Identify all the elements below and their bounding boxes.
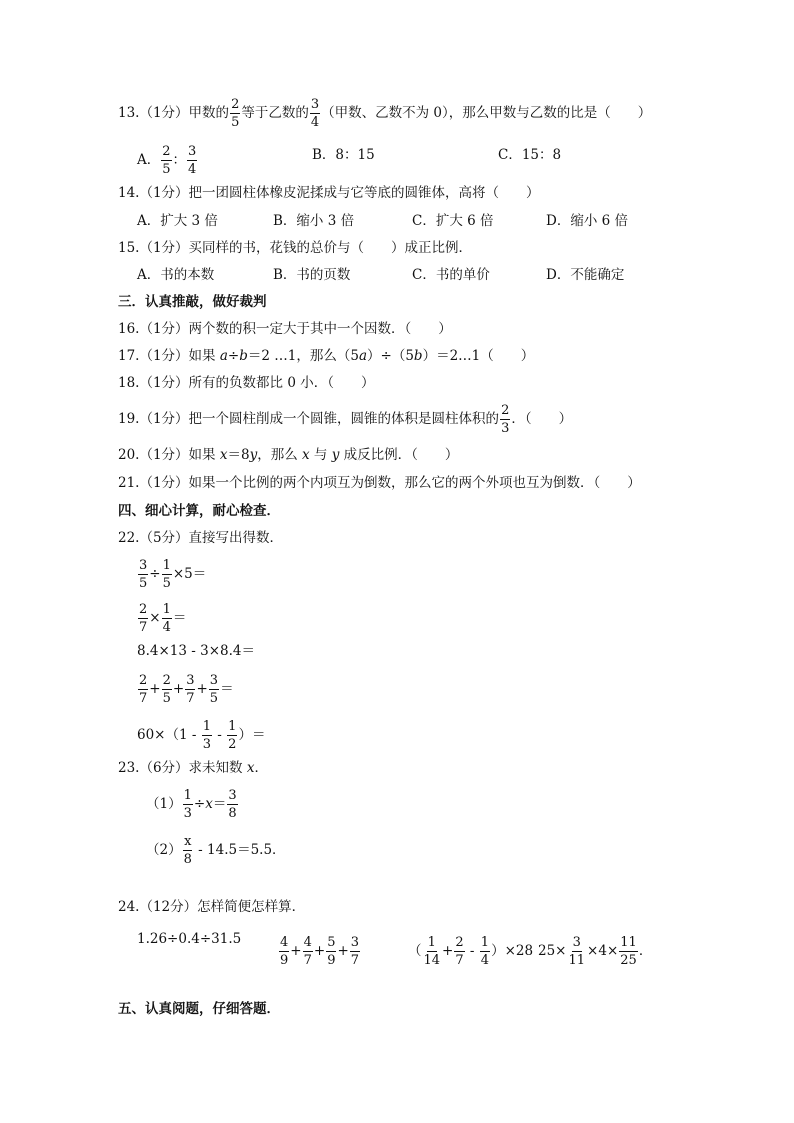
operator: ＝ <box>212 796 227 812</box>
denominator: 8 <box>228 806 237 821</box>
denominator: 14 <box>423 953 441 968</box>
q20-text: ，那么 <box>257 447 303 463</box>
numerator: 2 <box>231 97 240 112</box>
fraction <box>209 674 219 705</box>
numerator: 5 <box>327 935 336 950</box>
fraction <box>138 603 148 634</box>
numerator: 11 <box>620 935 637 950</box>
numerator: 1 <box>427 935 436 950</box>
question-20 <box>118 445 458 465</box>
q22-expression-5 <box>137 720 265 751</box>
question-24-stem: 24.（12分）怎样简便怎样算． <box>118 899 306 915</box>
q14-option-c[interactable]: C．扩大 6 倍 <box>412 213 494 229</box>
expression-tail: ）×28 <box>491 943 534 959</box>
q24-expression-3 <box>408 936 533 967</box>
q13-text-a: 13.（1分）甲数的 <box>118 105 230 121</box>
question-15-stem: 15.（1分）买同样的书，花钱的总价与（ ）成正比例． <box>118 240 473 256</box>
operator: + <box>149 681 161 697</box>
variable: x <box>205 796 213 812</box>
q13-option-b[interactable]: B．8：15 <box>312 147 375 163</box>
q22-expression-4 <box>137 674 234 705</box>
variable: x <box>219 447 228 463</box>
denominator: 7 <box>139 620 148 635</box>
numerator: 1 <box>202 719 212 734</box>
fraction <box>162 603 172 634</box>
section-4-heading: 四、细心计算，耐心检查． <box>118 503 280 519</box>
denominator: 5 <box>162 162 171 177</box>
expression-head: 25× <box>538 943 567 959</box>
variable: y <box>331 447 340 463</box>
operator: + <box>172 681 185 697</box>
q22-expression-1 <box>137 559 206 590</box>
q17-text: ÷ <box>227 348 240 364</box>
expression-tail: ． <box>638 943 653 959</box>
variable: y <box>249 447 258 463</box>
fraction <box>162 559 172 590</box>
fraction <box>202 720 212 751</box>
operator: + <box>290 943 302 959</box>
numerator: 4 <box>303 935 312 950</box>
q14-option-a[interactable]: A．扩大 3 倍 <box>137 213 218 229</box>
numerator: 3 <box>188 144 197 159</box>
q23-text: ． <box>254 760 268 776</box>
numerator: 2 <box>139 602 148 617</box>
q20-text: 与 <box>309 447 332 463</box>
numerator: 1 <box>183 788 192 803</box>
question-22-stem: 22.（5分）直接写出得数． <box>118 530 284 546</box>
q17-text: ）÷（5 <box>367 348 414 364</box>
option-label: A． <box>137 152 161 168</box>
variable: a <box>219 348 228 364</box>
q14-option-d[interactable]: D．缩小 6 倍 <box>546 213 628 229</box>
fraction <box>183 789 193 820</box>
variable: x <box>302 447 310 463</box>
fraction <box>138 559 148 590</box>
operator: - <box>213 727 227 743</box>
fraction <box>568 936 587 967</box>
q24-expression-2 <box>278 936 361 967</box>
denominator: 3 <box>202 737 212 752</box>
question-19 <box>118 404 572 435</box>
q17-text: 17.（1分）如果 <box>118 348 220 364</box>
fraction <box>326 936 336 967</box>
expression-tail: ＝ <box>172 610 187 626</box>
expression-tail: ＝ <box>220 681 234 697</box>
numerator: 2 <box>139 673 148 688</box>
numerator: 4 <box>280 935 289 950</box>
expression-tail: - 14.5＝5.5． <box>193 842 286 858</box>
denominator: 5 <box>162 576 171 591</box>
denominator: 4 <box>162 620 171 635</box>
q13-option-c[interactable]: C．15：8 <box>498 147 562 163</box>
q23-part-2 <box>146 835 286 866</box>
section-5-heading: 五、认真阅题，仔细答题． <box>118 1001 280 1017</box>
operator: × <box>149 610 161 626</box>
numerator: 2 <box>501 403 510 418</box>
denominator: 7 <box>139 691 148 706</box>
part-label: （2） <box>146 842 182 858</box>
numerator: 3 <box>350 935 360 950</box>
denominator: 4 <box>480 953 490 968</box>
expression-head: 60×（1 - <box>137 727 201 743</box>
expression-head: （ <box>408 943 422 959</box>
numerator: 3 <box>310 97 320 112</box>
numerator: 2 <box>162 673 171 688</box>
question-23-stem <box>118 758 268 778</box>
variable: a <box>358 348 368 364</box>
denominator: 5 <box>162 691 171 706</box>
q13-text-c: （甲数、乙数不为 0），那么甲数与乙数的比是（ ） <box>321 105 652 121</box>
expression-tail: ×5＝ <box>172 566 207 582</box>
fraction <box>187 145 197 176</box>
operator: ÷ <box>193 796 206 812</box>
question-13-stem <box>118 98 651 129</box>
q15-option-c[interactable]: C．书的单价 <box>412 267 490 283</box>
fraction <box>619 936 638 967</box>
denominator: 8 <box>183 852 192 867</box>
denominator: 2 <box>228 737 237 752</box>
operator: + <box>313 943 326 959</box>
q19-text: 19.（1分）把一个圆柱削成一个圆锥，圆锥的体积是圆柱体积的 <box>118 411 500 427</box>
fraction <box>162 674 172 705</box>
denominator: 7 <box>186 691 195 706</box>
numerator: 3 <box>572 935 581 950</box>
q15-option-d[interactable]: D．不能确定 <box>546 267 625 283</box>
fraction <box>279 936 289 967</box>
fraction <box>185 674 195 705</box>
denominator: 9 <box>327 953 336 968</box>
denominator: 7 <box>303 953 312 968</box>
q23-text: 23.（6分）求未知数 <box>118 760 247 776</box>
operator: - <box>465 943 479 959</box>
q17-text: ）＝2…1（ ） <box>422 348 535 364</box>
q22-expression-3: 8.4×13 - 3×8.4＝ <box>137 643 255 659</box>
denominator: 5 <box>231 115 240 130</box>
question-16: 16.（1分）两个数的积一定大于其中一个因数．（ ） <box>118 321 452 337</box>
fraction <box>454 936 464 967</box>
q20-text: 20.（1分）如果 <box>118 447 220 463</box>
numerator: 1 <box>228 719 237 734</box>
denominator: 11 <box>568 953 586 968</box>
denominator: 3 <box>501 421 510 436</box>
fraction <box>423 936 442 967</box>
numerator: 1 <box>162 558 171 573</box>
q23-part-1 <box>146 789 239 820</box>
fraction <box>350 936 360 967</box>
operator: ×4× <box>587 943 619 959</box>
numerator: 1 <box>480 935 490 950</box>
q24-expression-1: 1.26÷0.4÷31.5 <box>137 931 242 947</box>
fraction <box>310 98 320 129</box>
numerator: 1 <box>162 602 171 617</box>
numerator: 3 <box>209 673 219 688</box>
section-3-heading: 三．认真推敲，做好裁判 <box>118 294 267 310</box>
fraction <box>303 936 313 967</box>
q13-option-a[interactable] <box>137 145 198 176</box>
q15-option-a[interactable]: A．书的本数 <box>137 267 215 283</box>
numerator: 2 <box>162 144 171 159</box>
q14-option-b[interactable]: B．缩小 3 倍 <box>273 213 355 229</box>
numerator: 3 <box>228 788 237 803</box>
operator: ÷ <box>149 566 161 582</box>
denominator: 3 <box>183 806 192 821</box>
denominator: 9 <box>280 953 289 968</box>
operator: + <box>196 681 208 697</box>
fraction <box>500 404 510 435</box>
expression-tail: ）＝ <box>238 727 266 743</box>
operator: + <box>337 943 349 959</box>
fraction <box>230 98 240 129</box>
part-label: （1） <box>146 796 182 812</box>
denominator: 4 <box>188 162 197 177</box>
ratio-colon: ： <box>172 152 187 168</box>
fraction <box>183 835 193 866</box>
fraction <box>138 674 148 705</box>
fraction <box>227 789 237 820</box>
q19-text: ．（ ） <box>511 411 573 427</box>
q24-expression-4 <box>538 936 652 967</box>
question-21: 21.（1分）如果一个比例的两个内项互为倒数，那么它的两个外项也互为倒数．（ ） <box>118 475 641 491</box>
fraction <box>480 936 490 967</box>
q13-text-b: 等于乙数的 <box>241 105 309 121</box>
q20-text: 成反比例．（ ） <box>339 447 459 463</box>
variable: b <box>239 348 248 364</box>
fraction <box>161 145 171 176</box>
denominator: 25 <box>620 953 637 968</box>
denominator: 5 <box>139 576 148 591</box>
numerator: 2 <box>455 935 464 950</box>
fraction <box>227 720 237 751</box>
variable: b <box>413 348 423 364</box>
denominator: 7 <box>455 953 464 968</box>
numerator: x <box>184 834 192 849</box>
question-18: 18.（1分）所有的负数都比 0 小．（ ） <box>118 375 375 391</box>
q22-expression-2 <box>137 603 186 634</box>
question-14-stem: 14.（1分）把一团圆柱体橡皮泥揉成与它等底的圆锥体，高将（ ） <box>118 185 540 201</box>
numerator: 3 <box>139 558 148 573</box>
q17-text: ＝2 …1，那么（5 <box>247 348 359 364</box>
question-17 <box>118 346 534 366</box>
denominator: 7 <box>350 953 360 968</box>
q15-option-b[interactable]: B．书的页数 <box>273 267 351 283</box>
denominator: 5 <box>209 691 219 706</box>
operator: + <box>442 943 454 959</box>
numerator: 3 <box>186 673 195 688</box>
denominator: 4 <box>310 115 320 130</box>
variable: x <box>246 760 255 776</box>
q20-text: ＝8 <box>227 447 250 463</box>
